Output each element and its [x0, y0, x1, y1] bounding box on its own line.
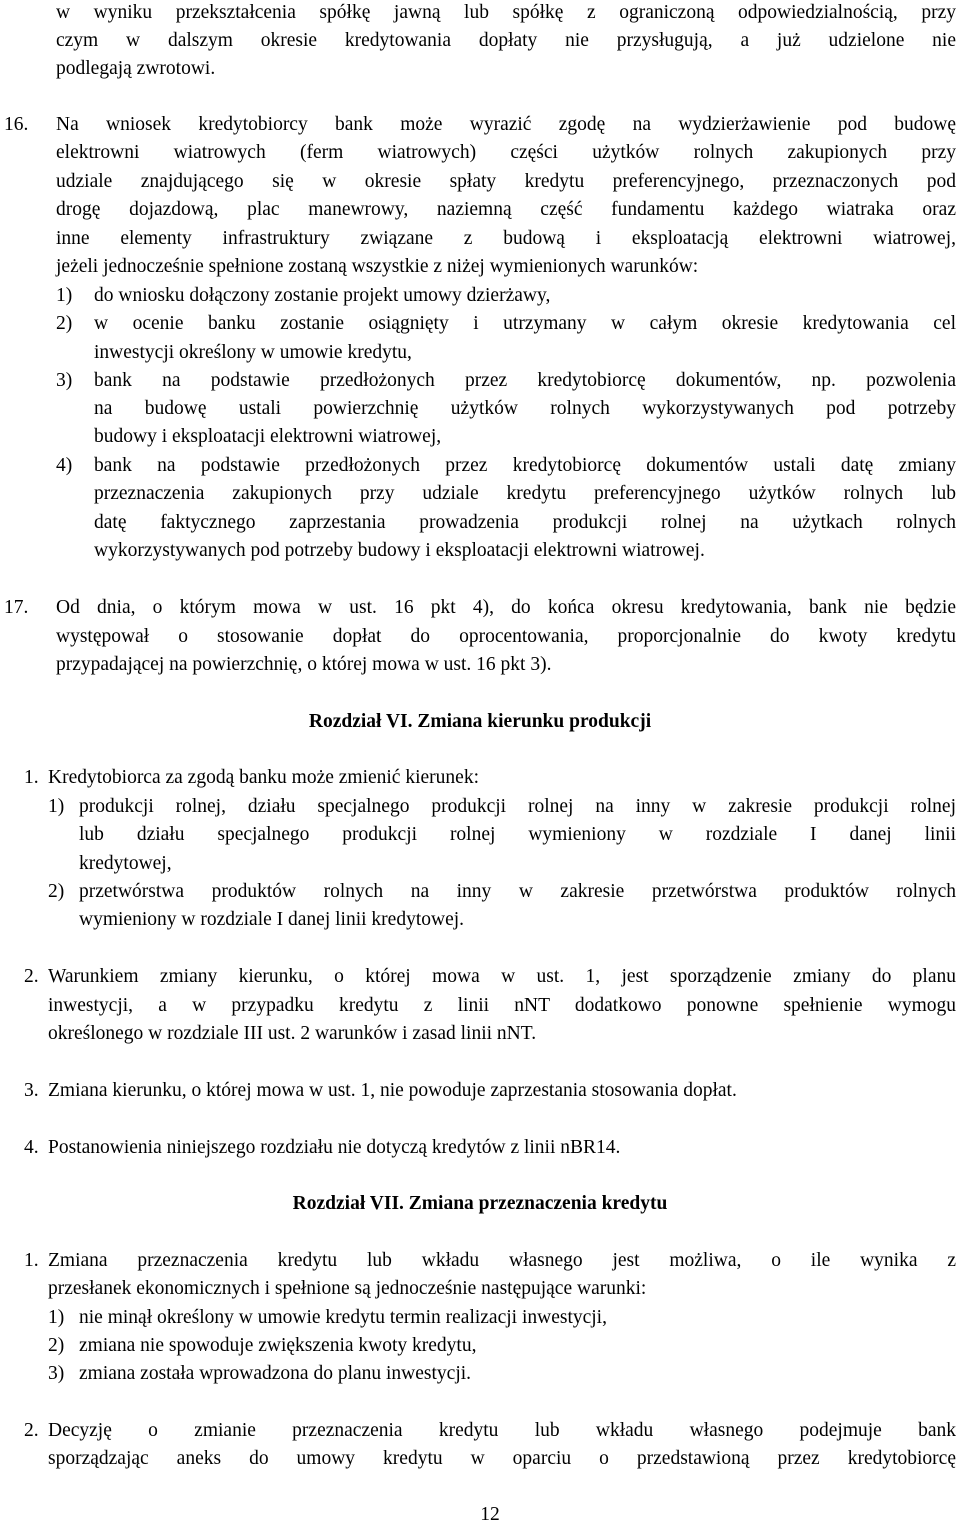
- chapter-heading: Rozdział VI. Zmiana kierunku produkcji: [308, 711, 652, 732]
- section-number: 1.: [24, 767, 39, 788]
- list-marker: 1): [56, 285, 73, 306]
- section-line: Decyzję o zmianie przeznaczenia kredytu lub wkładu własnego podejmuje bank: [48, 1420, 956, 1441]
- intro-line: czym w dalszym okresie kredytowania dopłaty nie przysługują, a już udzielone nie: [56, 30, 956, 51]
- paragraph-line: drogę dojazdową, plac manewrowy, naziemną część fundamentu każdego wiatraka oraz: [56, 199, 956, 220]
- list-item-line: zmiana nie spowoduje zwiększenia kwoty kredytu,: [79, 1335, 477, 1356]
- intro-line: podlegają zwrotowi.: [56, 58, 216, 79]
- paragraph-line: Na wniosek kredytobiorcy bank może wyrazić zgodę na wydzierżawienie pod budowę: [56, 114, 956, 135]
- paragraph-line: Od dnia, o którym mowa w ust. 16 pkt 4), do końca okresu kredytowania, bank nie będzie: [56, 597, 956, 618]
- section-line: sporządzając aneks do umowy kredytu w oparciu o przedstawioną przez kredytobiorcę: [48, 1448, 956, 1469]
- list-marker: 2): [48, 1335, 65, 1356]
- section-line: Zmiana przeznaczenia kredytu lub wkładu własnego jest możliwa, o ile wynika z: [48, 1250, 956, 1271]
- list-item-line: produkcji rolnej, działu specjalnego produkcji rolnej na inny w zakresie produkcji rolnej: [79, 796, 956, 817]
- section-line: przesłanek ekonomicznych i spełnione są jednocześnie następujące warunki:: [48, 1278, 647, 1299]
- section-line: określonego w rozdziale III ust. 2 warunków i zasad linii nNT.: [48, 1023, 537, 1044]
- section-line: Warunkiem zmiany kierunku, o której mowa w ust. 1, jest sporządzenie zmiany do planu: [48, 966, 956, 987]
- list-marker: 2): [48, 881, 65, 902]
- list-item-line: datę faktycznego zaprzestania prowadzenia produkcji rolnej na użytkach rolnych: [94, 512, 956, 533]
- section-line: Zmiana kierunku, o której mowa w ust. 1, nie powoduje zaprzestania stosowania dopłat.: [48, 1080, 737, 1101]
- section-number: 2.: [24, 1420, 39, 1441]
- list-item-line: na budowę ustali powierzchnię użytków rolnych wykorzystywanych pod potrzeby: [94, 398, 956, 419]
- list-item-line: lub działu specjalnego produkcji rolnej wymieniony w rozdziale I danej linii: [79, 824, 956, 845]
- page-number: 12: [480, 1504, 500, 1525]
- list-item-line: inwestycji określony w umowie kredytu,: [94, 342, 412, 363]
- list-item-line: bank na podstawie przedłożonych przez kredytobiorcę dokumentów ustali datę zmiany: [94, 455, 956, 476]
- list-item-line: wymieniony w rozdziale I danej linii kredytowej.: [79, 909, 465, 930]
- list-marker: 2): [56, 313, 73, 334]
- paragraph-line: inne elementy infrastruktury związane z budową i eksploatacją elektrowni wiatrowej,: [56, 228, 956, 249]
- list-item-line: przeznaczenia zakupionych przy udziale kredytu preferencyjnego użytków rolnych lub: [94, 483, 956, 504]
- list-item-line: kredytowej,: [79, 853, 172, 874]
- list-marker: 3): [48, 1363, 65, 1384]
- list-item-line: nie minął określony w umowie kredytu termin realizacji inwestycji,: [79, 1307, 607, 1328]
- intro-line: w wyniku przekształcenia spółkę jawną lub spółkę z ograniczoną odpowiedzialnością, przy: [56, 2, 956, 23]
- section-number: 3.: [24, 1080, 39, 1101]
- section-line: Kredytobiorca za zgodą banku może zmienić kierunek:: [48, 767, 479, 788]
- paragraph-line: występował o stosowanie dopłat do oprocentowania, proporcjonalnie do kwoty kredytu: [56, 626, 956, 647]
- list-item-line: przetwórstwa produktów rolnych na inny w zakresie przetwórstwa produktów rolnych: [79, 881, 956, 902]
- paragraph-line: przypadającej na powierzchnię, o której mowa w ust. 16 pkt 3).: [56, 654, 552, 675]
- section-number: 4.: [24, 1137, 39, 1158]
- section-number: 1.: [24, 1250, 39, 1271]
- list-marker: 1): [48, 796, 65, 817]
- list-item-line: wykorzystywanych pod potrzeby budowy i eksploatacji elektrowni wiatrowej.: [94, 540, 705, 561]
- list-marker: 3): [56, 370, 73, 391]
- paragraph-number: 16.: [4, 114, 29, 135]
- list-item-line: zmiana została wprowadzona do planu inwestycji.: [79, 1363, 472, 1384]
- list-item-line: bank na podstawie przedłożonych przez kredytobiorcę dokumentów, np. pozwolenia: [94, 370, 956, 391]
- paragraph-line: elektrowni wiatrowych (ferm wiatrowych) części użytków rolnych zakupionych przy: [56, 142, 956, 163]
- paragraph-line: jeżeli jednocześnie spełnione zostaną wszystkie z niżej wymienionych warunków:: [56, 256, 699, 277]
- section-line: Postanowienia niniejszego rozdziału nie dotyczą kredytów z linii nBR14.: [48, 1137, 621, 1158]
- paragraph-number: 17.: [4, 597, 29, 618]
- list-marker: 4): [56, 455, 73, 476]
- chapter-heading: Rozdział VII. Zmiana przeznaczenia kredytu: [292, 1193, 668, 1214]
- list-item-line: w ocenie banku zostanie osiągnięty i utrzymany w całym okresie kredytowania cel: [94, 313, 956, 334]
- list-marker: 1): [48, 1307, 65, 1328]
- list-item-line: budowy i eksploatacji elektrowni wiatrowej,: [94, 426, 442, 447]
- list-item-line: do wniosku dołączony zostanie projekt umowy dzierżawy,: [94, 285, 551, 306]
- section-line: inwestycji, a w przypadku kredytu z linii nNT dodatkowo ponowne spełnienie wymogu: [48, 995, 956, 1016]
- paragraph-line: udziale znajdującego się w okresie spłaty kredytu preferencyjnego, przeznaczonych pod: [56, 171, 956, 192]
- section-number: 2.: [24, 966, 39, 987]
